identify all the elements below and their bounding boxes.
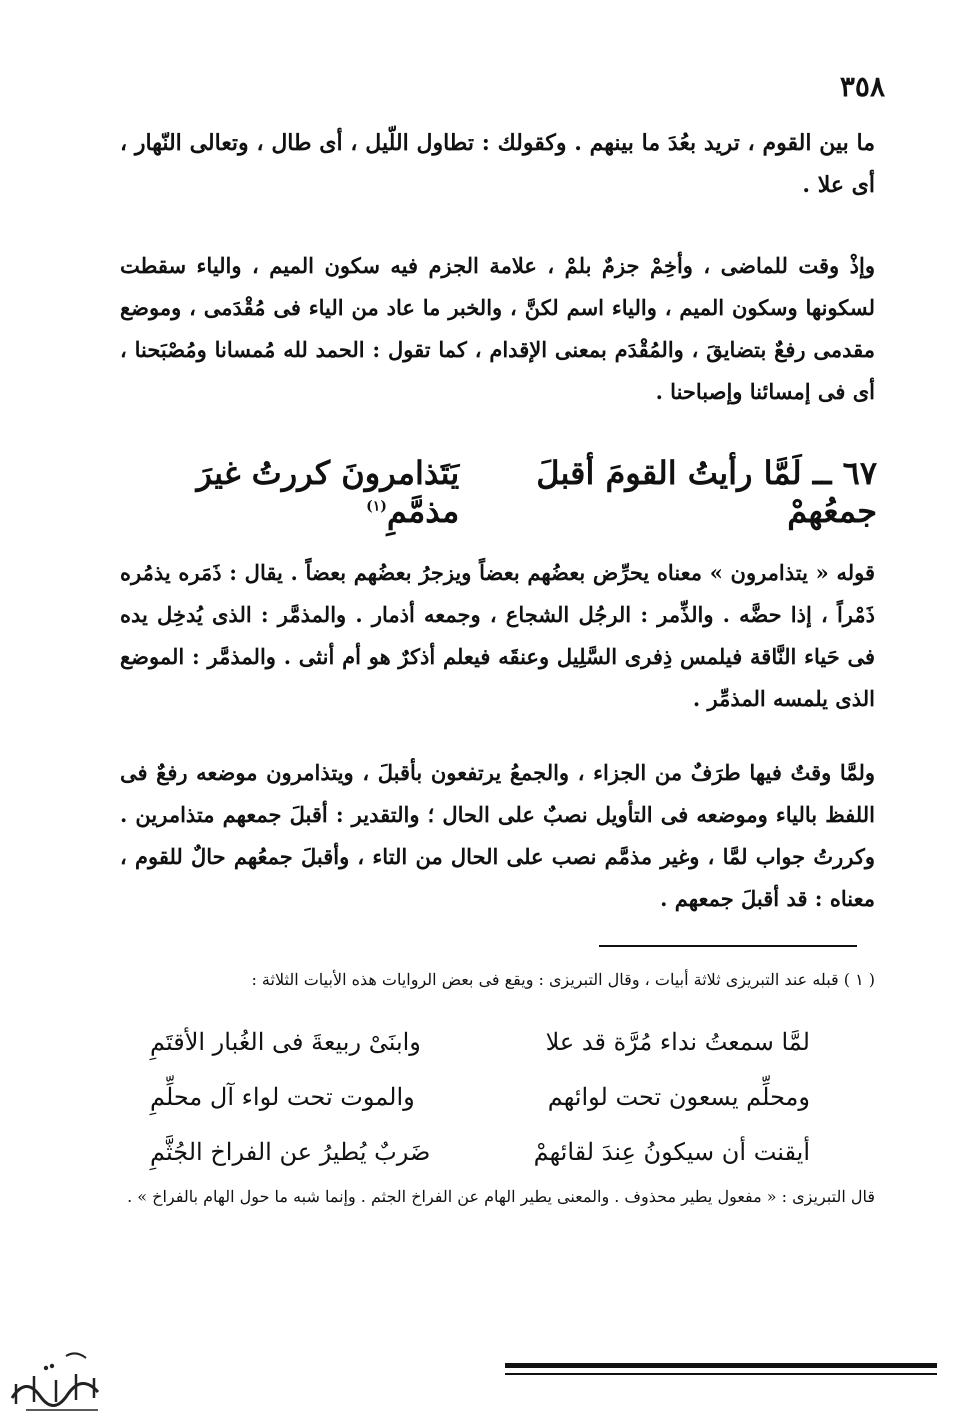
verse-first-hemistich: ٦٧ ــ لَمَّا رأيتُ القومَ أقبلَ جمعُهمْ (536, 454, 877, 530)
verse-second-hemistich: يَتَذامرونَ كررتُ غيرَ مذمَّمِ (196, 454, 460, 530)
paragraph-4: ولمَّا وقتٌ فيها طرَفٌ من الجزاء ، والجمعُ يرتفعون بأقبلَ ، ويتذامرون موضعه رفعٌ فى اللفظ بالياء وموضعه فى التأويل نصبٌ على الحال ؛ والتقدير : أقبلَ جمعهم متذامرين . وكررتُ جواب لمَّا ، وغير مذمَّم نصب على الحال من التاء ، وأقبلَ جمعُهم حالٌ للقوم ، معناه : قد أقبلَ جمعهم . (120, 760, 875, 911)
footnote-verse-first: لمَّا سمعتُ نداء مُرَّة قد علا (545, 1028, 810, 1056)
footnote-verse-first: ومحلِّم يسعون تحت لوائهم (547, 1083, 810, 1111)
footnote-verse (150, 1073, 810, 1121)
footnote-verse (150, 1018, 810, 1066)
footnote-verse-second: ضَربٌ يُطيرُ عن الفراخ الجُثَّمِ (150, 1138, 431, 1166)
library-stamp-logo (6, 1346, 114, 1418)
paragraph-3: قوله « يتذامرون » معناه يحرِّض بعضُهم بعضاً ويزجرُ بعضُهم بعضاً . يقال : ذَمَره يذمُره ذَمْراً ، إذا حضَّه . والذِّمر : الرجُل الشجاع ، وجمعه أذمار . والمذمَّر : الذى يُدخِل يده فى حَياء النَّاقة فيلمس ذِفرى السَّلِيل وعنقَه فيعلم أذكرٌ هو أم أنثى . والمذمَّر : الموضع الذى يلمسه المذمِّر . (120, 560, 875, 711)
paragraph-1: ما بين القوم ، تريد بعُدَ ما بينهم . وكقولك : تطاول اللّيل ، أى طال ، وتعالى النّهار ، أى علا . (120, 130, 875, 198)
footnote-marker: (١) (366, 498, 387, 515)
page-number: ٣٥٨ (839, 70, 885, 103)
verse-second-hemistich-wrap (112, 454, 459, 530)
footnote-verse (150, 1128, 810, 1176)
footnote-note: قال التبريزى : « مفعول يطير محذوف . والمعنى يطير الهام عن الفراخ الجثم . وإنما شبه ما حول الهام بالفراخ » . (127, 1187, 875, 1206)
paragraph-2: وإذْ وقت للماضى ، وأخِمْ جزمٌ بلمْ ، علامة الجزم فيه سكون الميم ، والياء سقطت لسكونها وسكون الميم ، والياء اسم لكنَّ ، والخبر ما عاد من الياء فى مُقْدَمى ، وموضع مقدمى رفعٌ بتضايقَ ، والمُقْدَم بمعنى الإقدام ، كما تقول : الحمد لله مُمسانا ومُصْبَحنا ، أى فى إمسائنا وإصباحنا . (120, 253, 875, 404)
footnote-verse-second: وابنَىْ ربيعةَ فى الغُبار الأقتَمِ (150, 1028, 421, 1056)
bottom-rule-thick (505, 1363, 937, 1368)
footnote-verse-first: أيقنت أن سيكونُ عِندَ لقائهمْ (533, 1138, 810, 1166)
footnote-divider (599, 945, 857, 947)
bottom-rule-thin (505, 1373, 937, 1375)
verse-67 (112, 454, 877, 530)
footnote-intro: ( ١ ) قبله عند التبريزى ثلاثة أبيات ، وقال التبريزى : ويقع فى بعض الروايات هذه الأبيات الثلاثة : (251, 970, 875, 989)
footnote-verse-second: والموت تحت لواء آل محلِّمِ (150, 1083, 415, 1111)
